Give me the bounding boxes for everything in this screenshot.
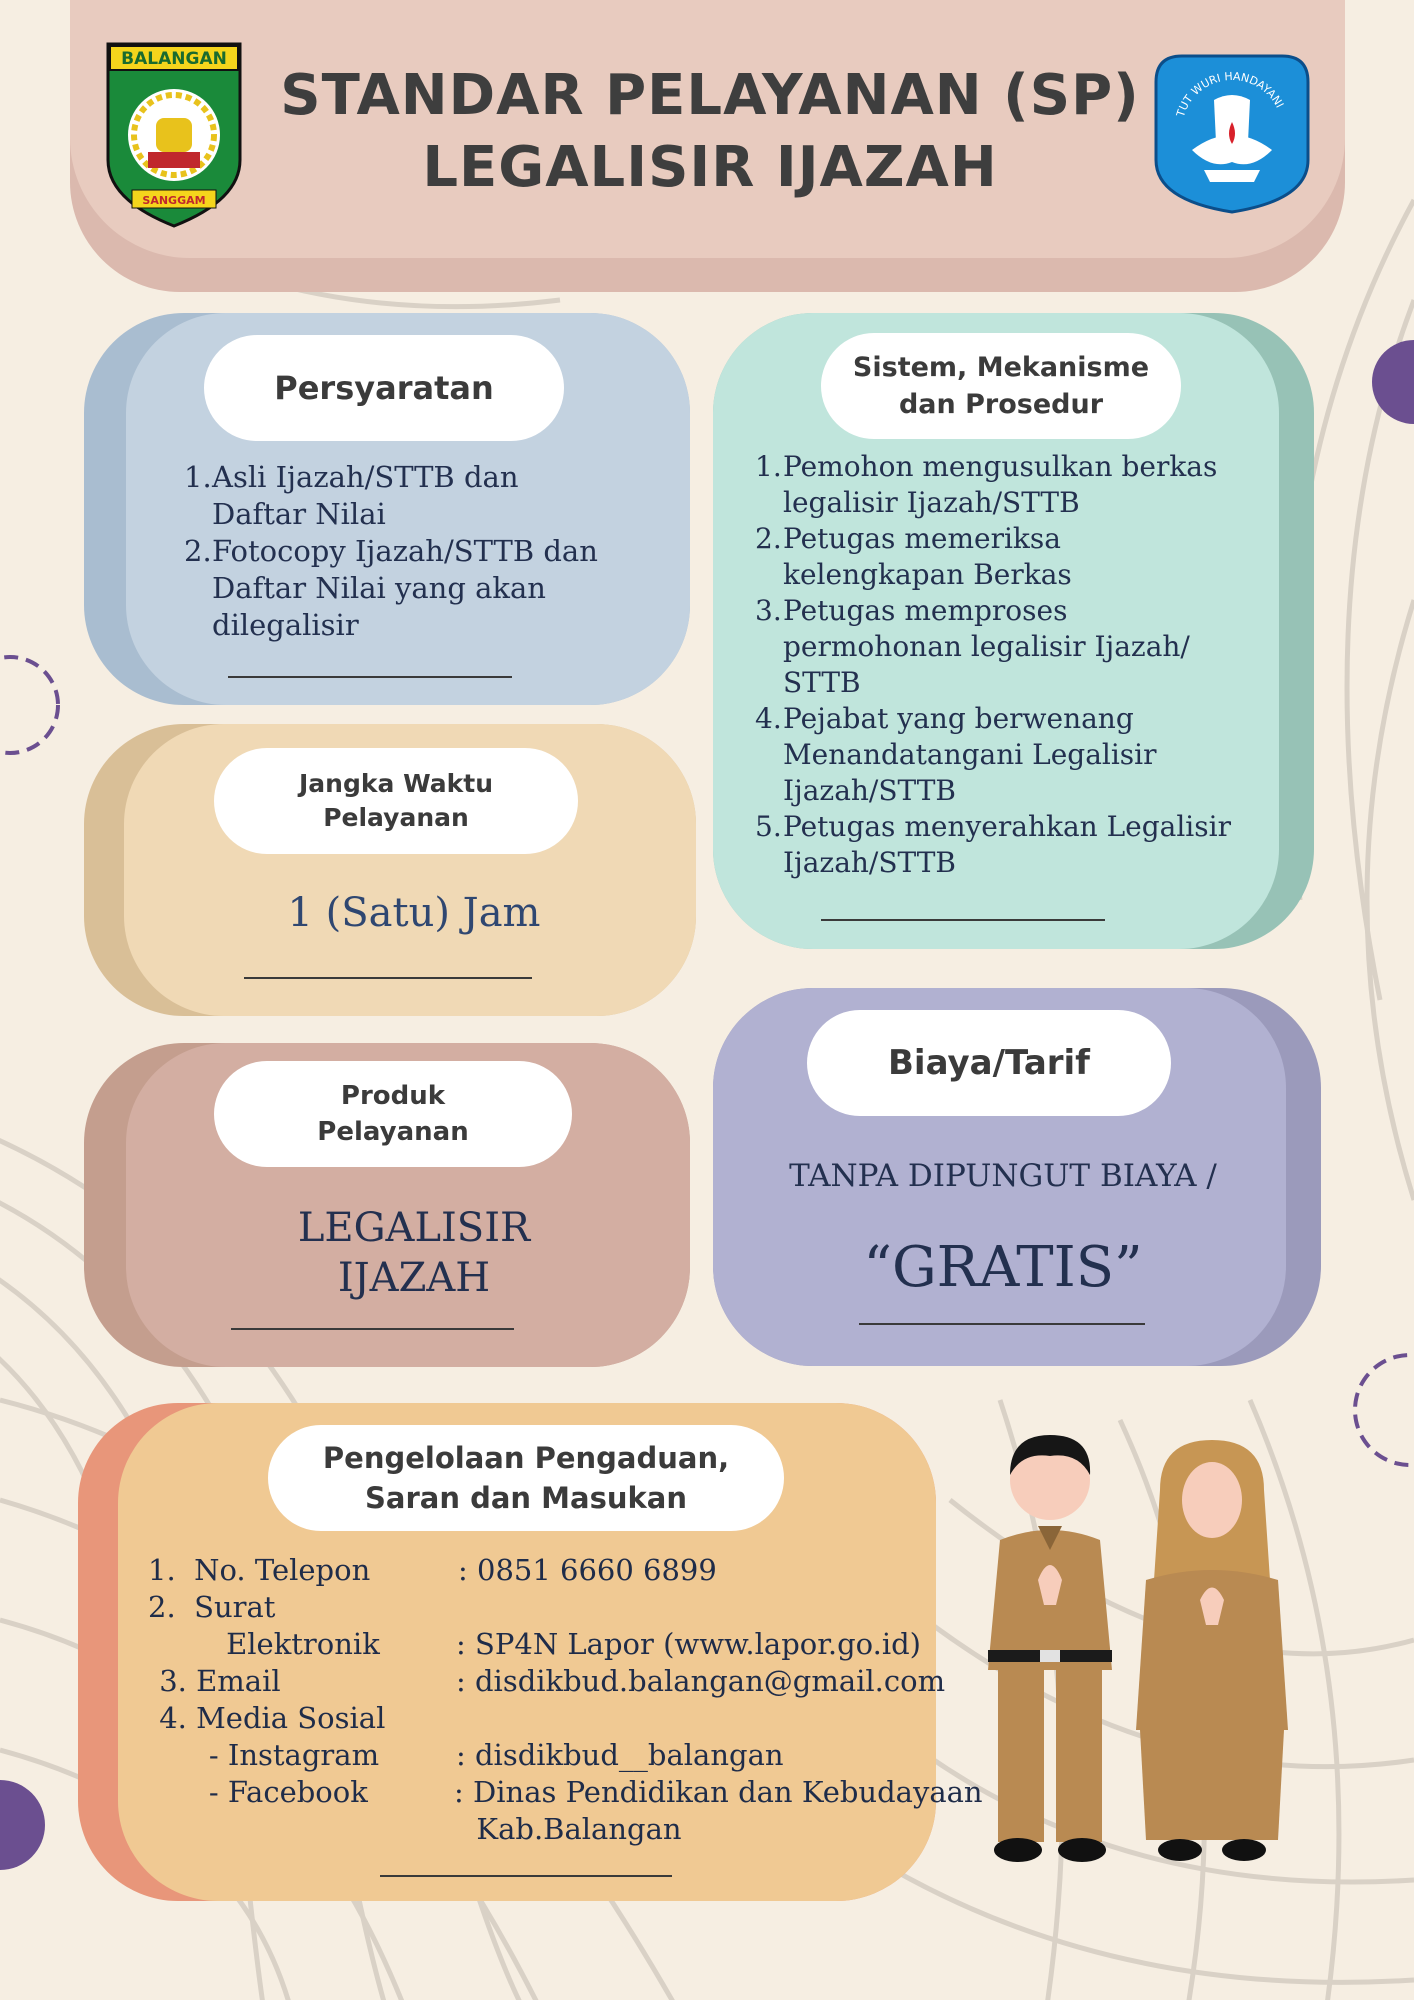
- divider-line: [380, 1875, 672, 1877]
- jangka-card: [84, 724, 696, 1016]
- divider-line: [859, 1323, 1145, 1325]
- contact-row: [150, 1664, 281, 1698]
- contact-row: [148, 1553, 370, 1587]
- male-officer-figure: [988, 1435, 1112, 1862]
- contact-value: : disdikbud__balangan: [456, 1738, 784, 1772]
- female-officer-figure: [1136, 1440, 1288, 1861]
- contact-value-row: [458, 1812, 682, 1846]
- contact-value-row: [454, 1775, 983, 1809]
- list-item-number: 1.: [755, 450, 782, 483]
- logo-left-bottom-text: SANGGAM: [142, 194, 206, 207]
- sistem-list: [755, 449, 1275, 881]
- contact-label: 3. Email: [150, 1664, 281, 1698]
- produk-card: [84, 1043, 690, 1367]
- list-item-number: 2.: [184, 534, 212, 568]
- sistem-title-line-1: Sistem, Mekanisme: [852, 352, 1150, 383]
- contact-value-row: [456, 1738, 784, 1772]
- contact-label: 2. Surat: [148, 1590, 276, 1624]
- persyaratan-list: [184, 459, 664, 644]
- divider-line: [231, 1328, 514, 1330]
- list-item-line: Daftar Nilai: [212, 497, 386, 531]
- jangka-value: 1 (Satu) Jam: [287, 890, 541, 936]
- sistem-title: [821, 333, 1181, 439]
- contact-row: [180, 1627, 380, 1661]
- contact-row: [148, 1590, 275, 1624]
- staff-illustration: [960, 1430, 1300, 1870]
- logo-right-text: TUT WURI HANDAYANI: [1173, 69, 1287, 119]
- list-item-line: Daftar Nilai yang akan: [212, 571, 546, 605]
- persyaratan-card: [84, 313, 690, 705]
- list-item-number: 2.: [755, 522, 782, 555]
- list-item-line: Pemohon mengusulkan berkas: [783, 450, 1218, 483]
- list-item-line: Menandatangani Legalisir: [783, 738, 1157, 771]
- pengaduan-contacts: [148, 1553, 983, 1853]
- biaya-line-1: TANPA DIPUNGUT BIAYA /: [789, 1158, 1217, 1194]
- list-item-line: Petugas menyerahkan Legalisir: [783, 810, 1231, 843]
- list-item: [755, 449, 1275, 521]
- list-item-line: Pejabat yang berwenang: [783, 702, 1134, 735]
- list-item-line: Ijazah/STTB: [783, 774, 956, 807]
- contact-label: - Facebook: [172, 1775, 368, 1809]
- contact-label: - Instagram: [172, 1738, 380, 1772]
- jangka-title-line-1: Jangka Waktu: [299, 769, 493, 798]
- produk-title: [214, 1061, 572, 1167]
- jangka-title: [214, 748, 578, 854]
- list-item-line: Petugas memproses: [783, 594, 1068, 627]
- list-item-number: 3.: [755, 594, 782, 627]
- list-item-number: 1.: [184, 460, 212, 494]
- page-title: [240, 60, 1180, 204]
- contact-value: : Dinas Pendidikan dan Kebudayaan: [454, 1775, 983, 1809]
- contact-value: Kab.Balangan: [458, 1812, 682, 1846]
- list-item-line: permohonan legalisir Ijazah/: [783, 630, 1190, 663]
- contact-label: 4. Media Sosial: [150, 1701, 386, 1735]
- list-item-line: Ijazah/STTB: [783, 846, 956, 879]
- list-item-line: Fotocopy Ijazah/STTB dan: [212, 534, 598, 568]
- contact-value: : disdikbud.balangan@gmail.com: [456, 1664, 946, 1698]
- biaya-title: Biaya/Tarif: [807, 1010, 1171, 1116]
- contact-label: 1. No. Telepon: [148, 1553, 371, 1587]
- persyaratan-title: Persyaratan: [204, 335, 564, 441]
- contact-row: [172, 1738, 379, 1772]
- divider-line: [244, 977, 532, 979]
- produk-value-line-2: IJAZAH: [337, 1255, 491, 1301]
- pengaduan-title: [268, 1425, 784, 1531]
- contact-value-row: [456, 1664, 945, 1698]
- divider-line: [821, 919, 1105, 921]
- list-item-number: 4.: [755, 702, 782, 735]
- produk-value: [184, 1203, 644, 1303]
- list-item-line: dilegalisir: [212, 608, 359, 642]
- biaya-card: [713, 988, 1321, 1366]
- list-item: [755, 809, 1275, 881]
- list-item: [755, 521, 1275, 593]
- list-item: [755, 701, 1275, 809]
- list-item: [184, 459, 664, 533]
- list-item-line: kelengkapan Berkas: [783, 558, 1072, 591]
- pengaduan-title-line-2: Saran dan Masukan: [365, 1481, 687, 1515]
- list-item-line: Petugas memeriksa: [783, 522, 1061, 555]
- title-line-1: STANDAR PELAYANAN (SP): [280, 63, 1140, 128]
- list-item-line: legalisir Ijazah/STTB: [783, 486, 1080, 519]
- produk-title-line-1: Produk: [340, 1081, 446, 1111]
- list-item: [184, 533, 664, 644]
- list-item-line: STTB: [783, 666, 861, 699]
- list-item: [755, 593, 1275, 701]
- produk-title-line-2: Pelayanan: [317, 1117, 469, 1147]
- contact-value-row: [458, 1553, 717, 1587]
- tut-wuri-handayani-logo: [1152, 50, 1312, 215]
- sistem-title-line-2: dan Prosedur: [898, 389, 1104, 420]
- divider-line: [228, 676, 512, 678]
- list-item-line: Asli Ijazah/STTB dan: [212, 460, 519, 494]
- pengaduan-card: [78, 1403, 983, 1901]
- contact-value: : SP4N Lapor (www.lapor.go.id): [456, 1627, 921, 1661]
- list-item-number: 5.: [755, 810, 782, 843]
- biaya-line-2: “GRATIS”: [863, 1235, 1143, 1300]
- contact-value: : 0851 6660 6899: [458, 1553, 717, 1587]
- contact-row: [150, 1701, 385, 1735]
- balangan-logo: [104, 40, 244, 230]
- logo-left-top-text: BALANGAN: [121, 49, 227, 69]
- sistem-card: [713, 313, 1314, 949]
- contact-value-row: [456, 1627, 921, 1661]
- contact-label: Elektronik: [180, 1627, 380, 1661]
- produk-value-line-1: LEGALISIR: [297, 1205, 531, 1251]
- pengaduan-title-line-1: Pengelolaan Pengaduan,: [322, 1441, 730, 1475]
- jangka-title-line-2: Pelayanan: [323, 803, 469, 832]
- title-line-2: LEGALISIR IJAZAH: [422, 135, 998, 200]
- contact-row: [172, 1775, 368, 1809]
